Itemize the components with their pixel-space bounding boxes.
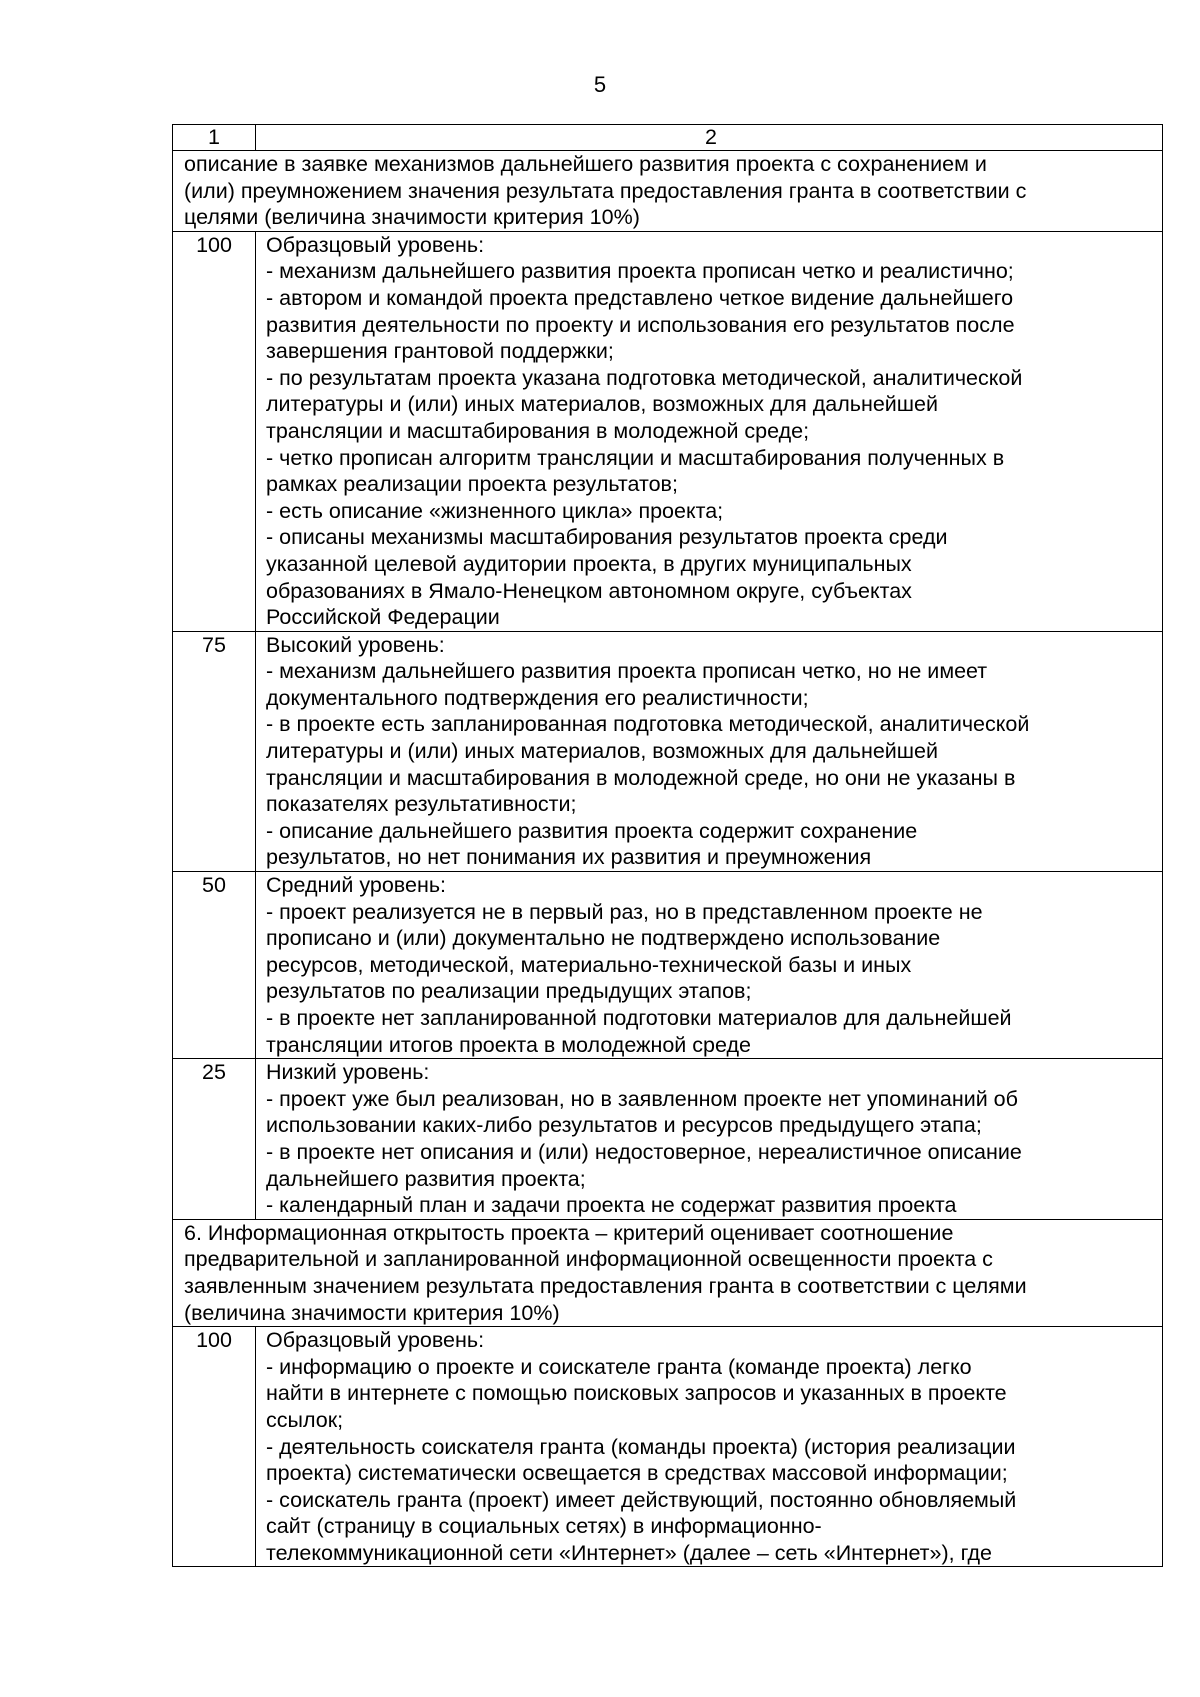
level-description-cell xyxy=(256,631,1163,871)
text-line: (или) преумножением значения результата предоставления гранта в соответствии с xyxy=(184,178,1027,203)
level-description-cell xyxy=(256,1059,1163,1220)
score-cell: 75 xyxy=(173,631,256,871)
text-line: Образцовый уровень: xyxy=(266,1328,485,1353)
criterion-section-row xyxy=(173,1219,1163,1326)
text-line: трансляции итогов проекта в молодежной среде xyxy=(266,1032,751,1057)
text-line: литературы и (или) иных материалов, возможных для дальнейшей xyxy=(266,392,939,417)
text-line: - проект реализуется не в первый раз, но в представленном проекте не xyxy=(266,899,983,924)
criteria-table-body xyxy=(173,125,1163,1567)
text-line: - по результатам проекта указана подготовка методической, аналитической xyxy=(266,365,1023,390)
text-line: - в проекте есть запланированная подготовка методической, аналитической xyxy=(266,712,1030,737)
text-line: - в проекте нет запланированной подготовки материалов для дальнейшей xyxy=(266,1006,1012,1030)
score-level-row xyxy=(173,1327,1163,1567)
text-line: - механизм дальнейшего развития проекта прописан четко, но не имеет xyxy=(266,659,988,684)
score-level-row xyxy=(173,631,1163,871)
text-line: Средний уровень: xyxy=(266,873,446,898)
text-line: прописано и (или) документально не подтверждено использование xyxy=(266,926,941,951)
text-line: заявленным значением результата предоставления гранта в соответствии с целями xyxy=(184,1273,1027,1298)
text-line: найти в интернете с помощью поисковых запросов и указанных в проекте xyxy=(266,1381,1007,1406)
text-line: - деятельность соискателя гранта (команды проекта) (история реализации xyxy=(266,1434,1016,1459)
score-level-row xyxy=(173,1059,1163,1220)
text-line: указанной целевой аудитории проекта, в других муниципальных xyxy=(266,551,912,576)
text-line: целями (величина значимости критерия 10%) xyxy=(184,205,640,230)
text-line: Высокий уровень: xyxy=(266,632,445,657)
text-line: телекоммуникационной сети «Интернет» (далее – сеть «Интернет»), где xyxy=(266,1540,992,1565)
text-line: Российской Федерации xyxy=(266,605,500,630)
text-line: - описание дальнейшего развития проекта содержит сохранение xyxy=(266,818,918,843)
text-line: рамках реализации проекта результатов; xyxy=(266,472,678,497)
criteria-table xyxy=(172,124,1163,1567)
page-number: 5 xyxy=(593,72,607,97)
score-cell: 25 xyxy=(173,1059,256,1220)
text-line: 6. Информационная открытость проекта – критерий оценивает соотношение xyxy=(184,1220,954,1245)
text-line: (величина значимости критерия 10%) xyxy=(184,1300,560,1325)
text-line: проекта) систематически освещается в средствах массовой информации; xyxy=(266,1461,1008,1486)
text-line: сайт (страницу в социальных сетях) в информационно- xyxy=(266,1514,822,1539)
text-line: - четко прописан алгоритм трансляции и масштабирования полученных в xyxy=(266,445,1005,470)
table-header-row xyxy=(173,125,1163,151)
text-line: - автором и командой проекта представлено четкое видение дальнейшего xyxy=(266,285,1014,310)
text-line: - проект уже был реализован, но в заявленном проекте нет упоминаний об xyxy=(266,1086,1018,1111)
text-line: развития деятельности по проекту и использования его результатов после xyxy=(266,312,1015,337)
header-cell-description: 2 xyxy=(256,125,1163,151)
criterion-section-cell xyxy=(173,1219,1163,1326)
score-cell: 50 xyxy=(173,872,256,1059)
level-description-cell xyxy=(256,1327,1163,1567)
score-cell: 100 xyxy=(173,1327,256,1567)
text-line: описание в заявке механизмов дальнейшего развития проекта с сохранением и xyxy=(184,152,987,176)
text-line: - механизм дальнейшего развития проекта прописан четко и реалистично; xyxy=(266,259,1014,284)
text-line: трансляции и масштабирования в молодежной среде, но они не указаны в xyxy=(266,765,1016,790)
text-line: - есть описание «жизненного цикла» проекта; xyxy=(266,498,724,523)
text-line: - описаны механизмы масштабирования результатов проекта среди xyxy=(266,525,948,550)
score-cell: 100 xyxy=(173,231,256,631)
text-line: ссылок; xyxy=(266,1407,344,1432)
text-line: завершения грантовой поддержки; xyxy=(266,339,614,364)
text-line: предварительной и запланированной информационной освещенности проекта с xyxy=(184,1247,993,1272)
header-cell-score: 1 xyxy=(173,125,256,151)
text-line: - календарный план и задачи проекта не содержат развития проекта xyxy=(266,1193,957,1218)
text-line: использовании каких-либо результатов и ресурсов предыдущего этапа; xyxy=(266,1113,982,1138)
text-line: трансляции и масштабирования в молодежной среде; xyxy=(266,418,810,443)
text-line: - соискатель гранта (проект) имеет действующий, постоянно обновляемый xyxy=(266,1487,1017,1512)
text-line: показателях результативности; xyxy=(266,792,577,817)
criterion-section-cell xyxy=(173,151,1163,232)
text-line: дальнейшего развития проекта; xyxy=(266,1166,586,1191)
score-level-row xyxy=(173,231,1163,631)
text-line: литературы и (или) иных материалов, возможных для дальнейшей xyxy=(266,739,939,764)
text-line: ресурсов, методической, материально-технической базы и иных xyxy=(266,952,912,977)
level-description-cell xyxy=(256,872,1163,1059)
criterion-section-row xyxy=(173,151,1163,232)
text-line: Низкий уровень: xyxy=(266,1060,430,1085)
text-line: - в проекте нет описания и (или) недостоверное, нереалистичное описание xyxy=(266,1139,1022,1164)
text-line: документального подтверждения его реалистичности; xyxy=(266,685,809,710)
text-line: Образцовый уровень: xyxy=(266,232,485,257)
text-line: - информацию о проекте и соискателе гранта (команде проекта) легко xyxy=(266,1354,972,1379)
text-line: образованиях в Ямало-Ненецком автономном округе, субъектах xyxy=(266,578,912,603)
score-level-row xyxy=(173,872,1163,1059)
text-line: результатов по реализации предыдущих этапов; xyxy=(266,979,752,1004)
level-description-cell xyxy=(256,231,1163,631)
text-line: результатов, но нет понимания их развития и преумножения xyxy=(266,845,872,870)
